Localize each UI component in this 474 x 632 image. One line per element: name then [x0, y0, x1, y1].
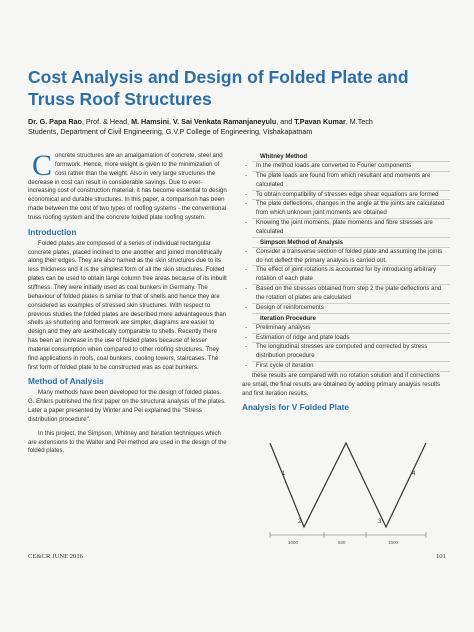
list-item: - Consider a transverse section of folded plate and assuming the joints do not deflect the primary analysis is carried out.	[242, 248, 450, 266]
list-item: - Estimation of ridge and plate loads	[242, 334, 450, 343]
right-column	[242, 152, 450, 415]
article-title: Cost Analysis and Design of Folded Plate and Truss Roof Structures	[28, 67, 409, 109]
author-sep-1: ,	[169, 117, 174, 126]
page-number: 101	[436, 553, 446, 560]
heading-simpson-method: Simpson Method of Analysis	[260, 238, 344, 246]
left-column	[28, 149, 228, 456]
author-1-role: , Prof. & Head,	[81, 117, 132, 126]
node-label: 2	[298, 519, 302, 525]
author-2: M. Hamsini	[131, 117, 170, 126]
dimension-label: 1000	[288, 540, 299, 545]
list-item: - The effect of joint rotations is accounted for by introducing arbitrary rotation of each plate	[242, 266, 450, 284]
dimension-label: 1000	[388, 540, 399, 545]
abstract-text: oncrete structures are an amalgamation of concrete, steel and formwork. Hence, more weight is given to the minimization of cost rather than the weight. Also in very large structures the decrease in cost can result in considerable savings. Due to ever-increasing cost of construction material, it has become essential to design economical and durable structures. In this paper, a comparison has been made between the cost of two types of roofing systems - the conventional truss roofing system and the concrete folded plate roofing system.	[28, 152, 227, 221]
list-item: - Knowing the joint moments, plate moments and fibre stresses are calculated	[242, 219, 450, 237]
node-label: 1	[282, 471, 286, 477]
node-label: 3	[378, 519, 382, 525]
intro-paragraph: Folded plates are composed of a series of individual rectangular concrete plates, placed inclined to one another and joined monolithically along their edges. They are also named as the skin structures due to its less thickness and it is the simplest form of all the skin structures. Folded plates can be used to obtain large column free areas because of its inbuilt stiffness. They were initially used as coal bunkers in Germany. The behaviour of folded plates is similar to that of shells and hence they are considered as examples of stressed skin structures. With respect to previous studies the folded plates are described more advantageous than shells as shuttering and formwork are simpler, diagrams are easier to design and they are aesthetically comparable to shells. Recently there has been an increase in the use of folded plates because of lesser material consumption when compared to other roofing structures. They find applications in roofs, coal bunkers, cooling towers, staircases. The first form of folded plate to be constructed was as coal bunkers.	[28, 239, 227, 371]
heading-introduction: Introduction	[28, 226, 77, 237]
heading-iteration-procedure: Iteration Procedure	[260, 314, 316, 322]
list-item: - To obtain compatibility of stresses edge shear equations are formed	[242, 191, 450, 200]
list-item: - The plate deflections, changes in the angle at the joints are calculated from which unknown joint moments are obtained	[242, 200, 450, 218]
author-1: Dr. G. Papa Rao	[28, 117, 82, 126]
author-3: V. Sai Venkata Ramanjaneyulu	[173, 117, 277, 126]
method-paragraph-2: In this project, the Simpson, Whitney and Iteration techniques which are extensions to the Walter and Pei method are used in the design of the folded plates.	[28, 429, 227, 455]
list-item: - The longitudinal stresses are computed and corrected by stress distribution procedure	[242, 343, 450, 361]
heading-whitney-method: Whitney Method	[260, 153, 308, 160]
list-item: - In the method loads are converted to Fourier components	[242, 162, 450, 171]
heading-method-of-analysis: Method of Analysis	[28, 376, 104, 387]
folded-plate-profile	[270, 443, 426, 527]
list-item: - Design of reinforcements	[242, 304, 450, 313]
iteration-closing-paragraph: these results are compared with no rotation solution and if corrections are small, the final results are obtained by adding primary analysis results and first iteration results.	[242, 371, 441, 397]
journal-footer: CE&CR JUNE 2016	[28, 553, 83, 560]
list-item: - Preliminary analysis	[242, 324, 450, 333]
node-label: 4	[412, 471, 416, 477]
method-paragraph-1: Many methods have been developed for the design of folded plates. G. Ehlers published the first paper on the structural analysis of the plates. Later a paper presented by Winter and Pei explained the "Stress distribution procedure".	[28, 389, 226, 423]
author-block	[28, 117, 453, 137]
abstract-paragraph	[28, 149, 228, 223]
author-sep-2: , and	[276, 117, 295, 126]
affiliation: Students, Department of Civil Engineering, G.V.P College of Engineering, Vishakapatnam	[28, 127, 313, 136]
author-4: T.Pavan Kumar	[294, 117, 346, 126]
heading-analysis-v-folded-plate: Analysis for V Folded Plate	[242, 402, 349, 413]
author-4-role: , M.Tech	[345, 117, 373, 126]
list-item: - The plate loads are found from which resultant and moments are calculated	[242, 172, 450, 190]
author-line	[28, 117, 453, 127]
list-item: - First cycle of iteration	[242, 362, 450, 371]
drop-cap: C	[32, 149, 53, 182]
v-folded-plate-diagram	[248, 435, 440, 547]
dimension-label: 500	[338, 540, 346, 545]
list-item: - Based on the stresses obtained from step 2 the plate deflections and the rotation of plates are calculated	[242, 285, 450, 303]
